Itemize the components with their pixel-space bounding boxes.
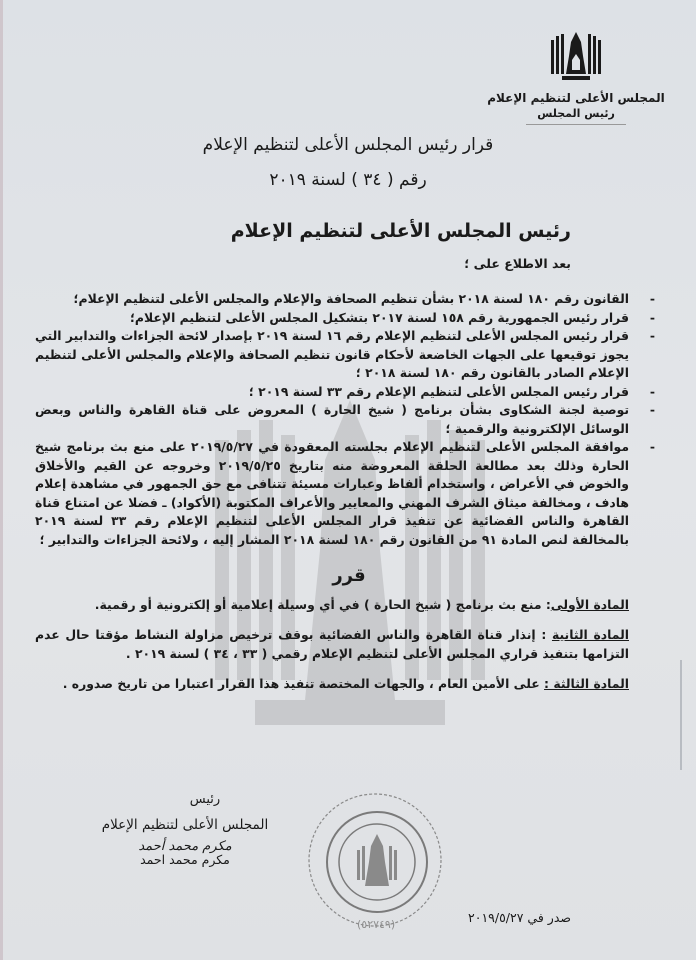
consideration-item: - قرار رئيس الجمهورية رقم ١٥٨ لسنة ٢٠١٧ بتشكيل المجلس الأعلى لتنظيم الإعلام؛ (35, 309, 663, 328)
bullet-dash: - (649, 383, 655, 399)
letterhead-org-name: المجلس الأعلى لتنظيم الإعلام (487, 91, 665, 105)
signature-block (70, 792, 300, 867)
bullet-dash: - (649, 328, 655, 343)
handwritten-signature: مكرم محمد أحمد (138, 839, 232, 854)
consideration-item: - موافقة المجلس الأعلى لتنظيم الإعلام بجلسته المعقودة في ٢٠١٩/٥/٢٧ على منع بث برنامج شيخ الحارة وذلك بعد مطالعة الحلقة المعروضة منه بتاريخ ٢٠١٩/٥/٢٥ وخروجه عن القيم والأخلاق والخوض في الأعراض ، واستخدام ألفاظ وعبارات مسيئة تتنافى مع حق الجمهور في مشاهدة إعلام هادف ، ومخالفة ميثاق الشرف المهني والمعايير والأعراف المكتوبة (الأكواد) ـ فضلا عن امتناع قناة القاهرة والناس الفضائية عن تنفيذ قرار المجلس الأعلى لتنظيم الإعلام رقم ٣٣ لسنة ٢٠١٩ بالمخالفة لنص المادة ٩١ من القانون رقم ١٨٠ لسنة ٢٠١٨ المشار إليه ، ولائحة الجزاءات والتدابير ؛ (35, 439, 655, 547)
signatory-title: رئيس (189, 792, 221, 807)
bullet-dash: - (649, 309, 655, 325)
consideration-item: - القانون رقم ١٨٠ لسنة ٢٠١٨ بشأن تنظيم الصحافة والإعلام والمجلس الأعلى لتنظيم الإعلام؛ (35, 290, 663, 309)
official-seal-stamp-icon (305, 790, 445, 930)
signatory-org: المجلس الأعلى لتنظيم الإعلام (101, 817, 269, 833)
bullet-dash: - (649, 402, 655, 417)
article-label: المادة الثانية (551, 627, 629, 642)
decree-title: قرار رئيس المجلس الأعلى لتنظيم الإعلام (202, 135, 494, 155)
bullet-dash: - (649, 439, 655, 454)
article-text: : إنذار قناة القاهرة والناس الفضائية بوقف ترخيص مزاولة النشاط مؤقتا حال عدم التزامها بتنفيذ قراري المجلس الأعلى لتنظيم الإعلام رقمي ( ٣٣ ، ٣٤ ) لسنة ٢٠١٩ . (35, 627, 629, 661)
stamp-serial-number: (٥٢٧٤٩) (357, 918, 396, 931)
preamble-intro: بعد الاطلاع على ؛ (464, 256, 571, 271)
consideration-item: - توصية لجنة الشكاوى بشأن برنامج ( شيخ الحارة ) المعروض على قناة القاهرة والناس وبعض الوسائل الإلكترونية والرقمية ؛ (35, 402, 655, 436)
letterhead-divider (526, 124, 626, 125)
article-text: على الأمين العام ، والجهات المختصة تنفيذ هذا القرار اعتبارا من تاريخ صدوره . (62, 676, 545, 691)
consideration-item: - قرار رئيس المجلس الأعلى لتنظيم الإعلام رقم ٣٣ لسنة ٢٠١٩ ؛ (35, 383, 663, 402)
article-1 (35, 596, 663, 615)
decree-number: رقم ( ٣٤ ) لسنة ٢٠١٩ (269, 170, 427, 190)
article-2 (35, 626, 663, 663)
decision-heading: قرر (332, 565, 366, 586)
page-edge-shadow (680, 660, 682, 770)
bullet-dash: - (649, 291, 655, 306)
egypt-eagle-emblem-icon (548, 30, 604, 84)
issued-date: صدر في ٢٠١٩/٥/٢٧ (468, 910, 571, 925)
letterhead (486, 30, 666, 125)
article-label: المادة الثالثة : (544, 676, 629, 691)
signatory-name: مكرم محمد احمد (140, 852, 230, 867)
decree-body (35, 280, 663, 706)
article-label: المادة الأولى (550, 596, 629, 612)
issuer-heading: رئيس المجلس الأعلى لتنظيم الإعلام (230, 220, 571, 242)
article-text: : منع بث برنامج ( شيخ الحارة ) في أي وسيلة إعلامية أو إلكترونية أو رقمية. (94, 596, 551, 612)
letterhead-office: رئيس المجلس (537, 107, 615, 120)
article-3 (35, 675, 663, 694)
consideration-item: - قرار رئيس المجلس الأعلى لتنظيم الإعلام رقم ١٦ لسنة ٢٠١٩ بإصدار لائحة الجزاءات والتدابير التي يجوز توقيعها على الجهات الخاضعة لأحكام قانون تنظيم الصحافة والإعلام والمجلس الأعلى لتنظيم الإعلام الصادر بالقانون رقم ١٨٠ لسنة ٢٠١٨ ؛ (35, 328, 655, 380)
